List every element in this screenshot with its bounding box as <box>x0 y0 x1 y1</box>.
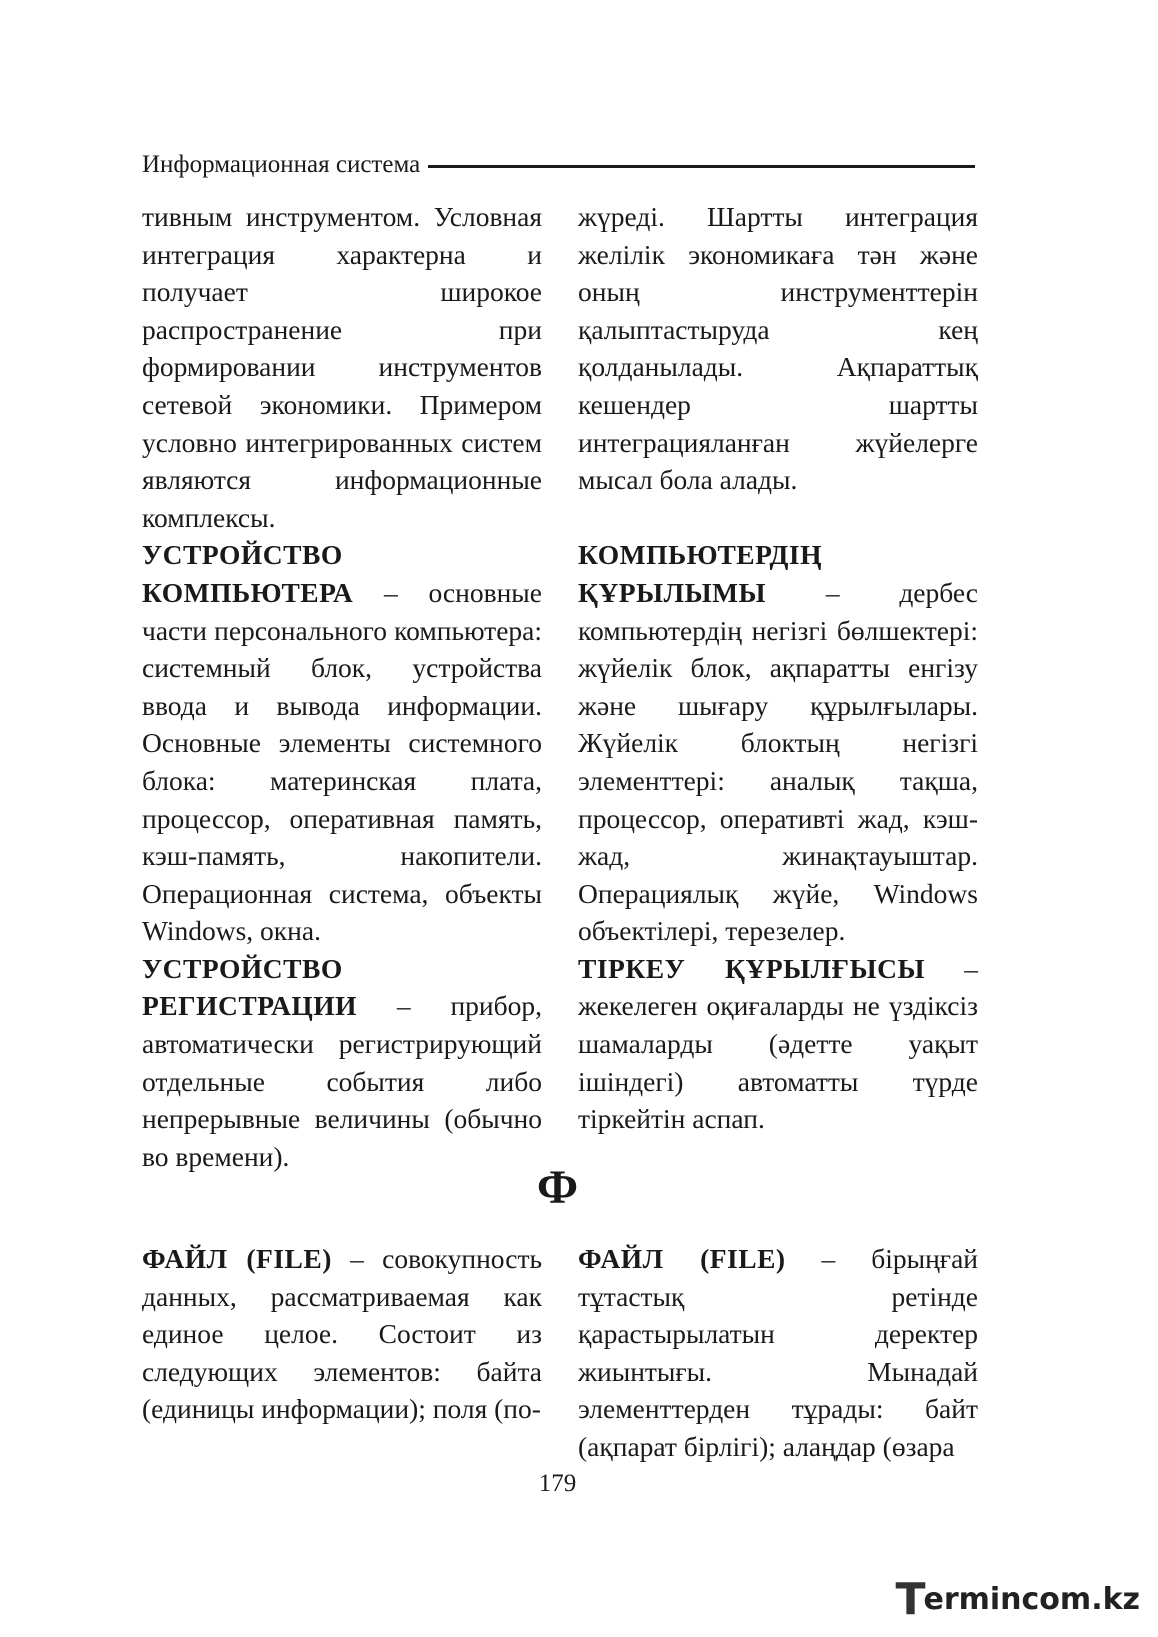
paragraph-kk-continuation: жүреді. Шартты интеграция желілік экономикаға тән және оның инструменттерін қалыптастыруда кең қолданылады. Ақпараттық кешендер шартты интеграцияланған жүйелерге мысал бола алады. <box>578 201 978 496</box>
entry-definition: – бірыңғай тұтастық ретінде қарастырылатын деректер жиынтығы. Мынадай элементтерден тұрады: байт (ақпарат бірлігі); алаңдар (өзара <box>578 1243 978 1462</box>
entry-term: КОМПЬЮТЕРДІҢ ҚҰРЫЛЫМЫ <box>578 539 823 608</box>
entry-ru-computer-device <box>142 536 542 950</box>
watermark-logo: T ermincom .kz <box>895 1574 1140 1625</box>
entry-term: ТІРКЕУ ҚҰРЫЛҒЫСЫ <box>578 952 926 984</box>
entry-definition: – совокупность данных, рассматриваемая как единое целое. Состоит из следующих элементов: байта (единицы информации); поля (по- <box>142 1243 542 1425</box>
running-title: Информационная система <box>142 151 421 178</box>
column-kk-top <box>578 198 978 1138</box>
entry-kk-registration-device <box>578 950 978 1138</box>
page-number: 179 <box>538 1470 577 1497</box>
column-ru-top <box>142 198 542 1175</box>
header-rule <box>428 165 975 168</box>
entry-definition: – основные части персонального компьютера: системный блок, устройства ввода и вывода информации. Основные элементы системного блока: материнская плата, процессор, оперативная память, кэш-память, накопители. Операционная система, объекты Windows, окна. <box>142 576 542 947</box>
entry-kk-file <box>578 1240 978 1466</box>
column-ru-bottom <box>142 1240 542 1428</box>
paragraph-ru-continuation: тивным инструментом. Условная интеграция характерна и получает широкое распространение при формировании инструментов сетевой экономики. Примером условно интегрированных систем являются информационные комплексы. <box>142 201 542 533</box>
running-header <box>142 148 975 182</box>
entry-definition: – дербес компьютердің негізгі бөлшектері: жүйелік блок, ақпаратты енгізу және шығару құрылғылары. Жүйелік блоктың негізгі элементтері: аналық тақша, процессор, оперативті жад, кэш-жад, жинақтауыштар. Операциялық жүйе, Windows объектілері, терезелер. <box>578 576 978 947</box>
entry-kk-computer-structure <box>578 536 978 950</box>
entry-term: ФАЙЛ (FILE) <box>142 1243 332 1274</box>
entry-definition: – жекелеген оқиғаларды не үздіксіз шамаларды (әдетте уақыт ішіндегі) автоматты түрде тіркейтін аспап. <box>578 952 979 1135</box>
column-kk-bottom <box>578 1240 978 1466</box>
entry-definition: – прибор, автоматически регистрирующий отдельные события либо непрерывные величины (обычно во времени). <box>142 990 542 1172</box>
entry-term: ФАЙЛ (FILE) <box>578 1243 786 1274</box>
entry-term: УСТРОЙСТВО РЕГИСТРАЦИИ <box>142 952 358 1022</box>
section-letter: Ф <box>536 1161 579 1214</box>
entry-ru-file <box>142 1240 542 1428</box>
entry-term: УСТРОЙСТВО КОМПЬЮТЕРА <box>142 539 354 608</box>
entry-ru-registration-device <box>142 950 542 1176</box>
